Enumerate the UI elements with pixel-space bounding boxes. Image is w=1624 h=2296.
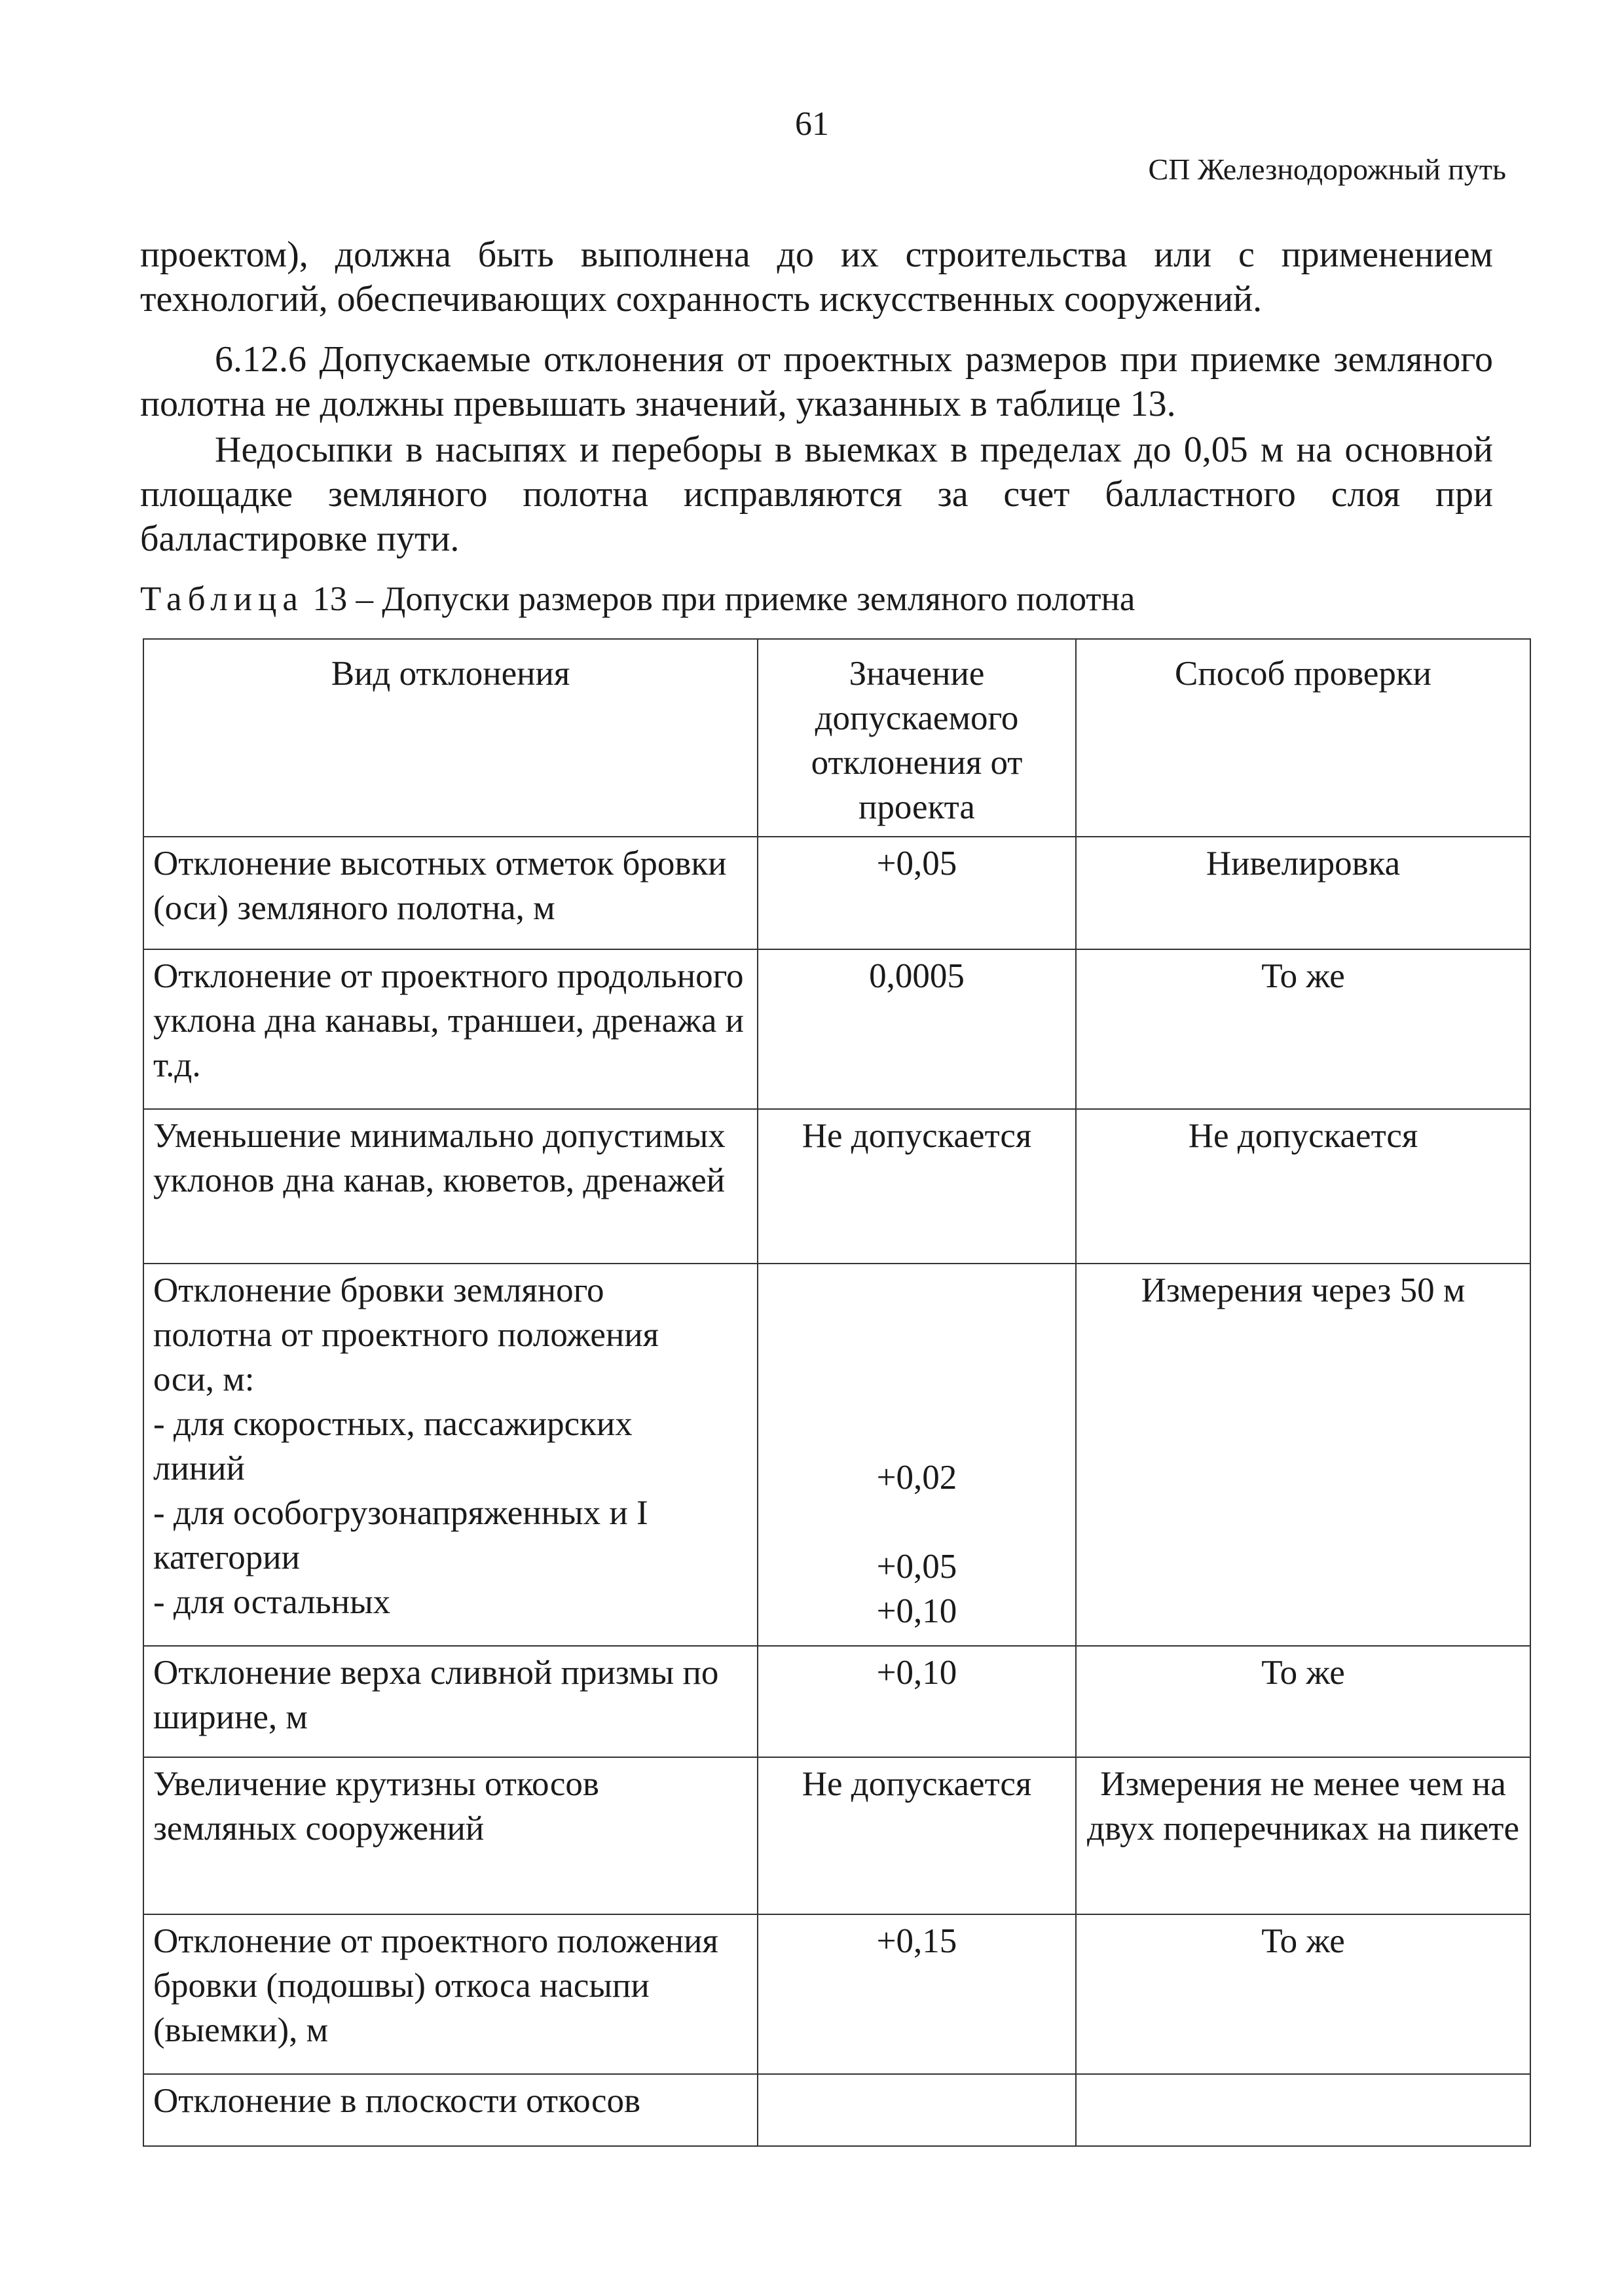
header-kind: Вид отклонения [143,639,758,837]
cell-kind: Увеличение крутизны откосов земляных сооружений [143,1757,758,1914]
body-paragraph-1 [140,232,1493,321]
running-header: СП Железнодорожный путь [1148,153,1506,186]
cell-value: Не допускается [758,1109,1076,1264]
cell-value: 0,0005 [758,949,1076,1109]
cell-value [758,1264,1076,1646]
cell-method: Нивелировка [1076,837,1530,949]
header-value: Значение допускаемого отклонения от проекта [758,639,1076,837]
kind-line: оси, м: [153,1360,255,1398]
cell-kind: Отклонение от проектного положения бровки (подошвы) откоса насыпи (выемки), м [143,1914,758,2074]
cell-kind: Отклонение от проектного продольного уклона дна канавы, траншеи, дренажа и т.д. [143,949,758,1109]
cell-value: +0,15 [758,1914,1076,2074]
kind-line: полотна от проектного положения [153,1316,659,1354]
cell-kind [143,1264,758,1646]
value-line: +0,02 [876,1459,957,1497]
cell-value: +0,05 [758,837,1076,949]
value-line: +0,10 [876,1592,957,1630]
paragraph-text: проектом), должна быть выполнена до их строительства или с применением технологий, обеспечивающих сохранность искусственных сооружений. [140,234,1493,319]
table-row [143,1914,1530,2074]
body-paragraph-2 [140,337,1493,426]
tolerance-table [143,638,1531,2147]
value-line [767,1322,1066,1366]
cell-value [758,2074,1076,2146]
body-paragraph-3 [140,428,1493,561]
kind-line: Отклонение бровки земляного [153,1271,604,1309]
cell-method: Измерения через 50 м [1076,1264,1530,1646]
table-row [143,949,1530,1109]
kind-line: - для особогрузонапряженных и I [153,1494,648,1532]
cell-kind: Отклонение высотных отметок бровки (оси) земляного полотна, м [143,837,758,949]
kind-line: линий [153,1449,245,1487]
table-row [143,1757,1530,1914]
cell-method: Не допускается [1076,1109,1530,1264]
table-row [143,837,1530,949]
cell-method: То же [1076,1914,1530,2074]
kind-line: - для скоростных, пассажирских [153,1405,633,1443]
cell-value: Не допускается [758,1757,1076,1914]
table-caption-text: 13 – Допуски размеров при приемке земляного полотна [303,580,1135,618]
cell-kind: Отклонение в плоскости откосов [143,2074,758,2146]
value-line [767,1411,1066,1455]
page-number: 61 [795,105,829,143]
table-caption [140,577,1135,621]
cell-kind: Отклонение верха сливной призмы по ширине, м [143,1646,758,1757]
header-method: Способ проверки [1076,639,1530,837]
cell-value: +0,10 [758,1646,1076,1757]
paragraph-text: 6.12.6 Допускаемые отклонения от проектных размеров при приемке земляного полотна не должны превышать значений, указанных в таблице 13. [140,339,1493,424]
kind-line: категории [153,1539,300,1576]
value-line: +0,05 [876,1548,957,1586]
cell-method: То же [1076,1646,1530,1757]
table-row [143,1109,1530,1264]
cell-method [1076,2074,1530,2146]
value-line [767,1277,1066,1322]
cell-method: То же [1076,949,1530,1109]
table-row [143,2074,1530,2146]
kind-line: - для остальных [153,1583,391,1621]
cell-method: Измерения не менее чем на двух поперечниках на пикете [1076,1757,1530,1914]
table-caption-label: Таблица [140,580,304,618]
table-row [143,1646,1530,1757]
cell-kind: Уменьшение минимально допустимых уклонов дна канав, кюветов, дренажей [143,1109,758,1264]
paragraph-text: Недосыпки в насыпях и переборы в выемках в пределах до 0,05 м на основной площадке земляного полотна исправляются за счет балластного слоя при балластировке пути. [140,429,1493,559]
table-header-row [143,639,1530,837]
value-line [767,1366,1066,1411]
value-line [767,1500,1066,1544]
table-row [143,1264,1530,1646]
